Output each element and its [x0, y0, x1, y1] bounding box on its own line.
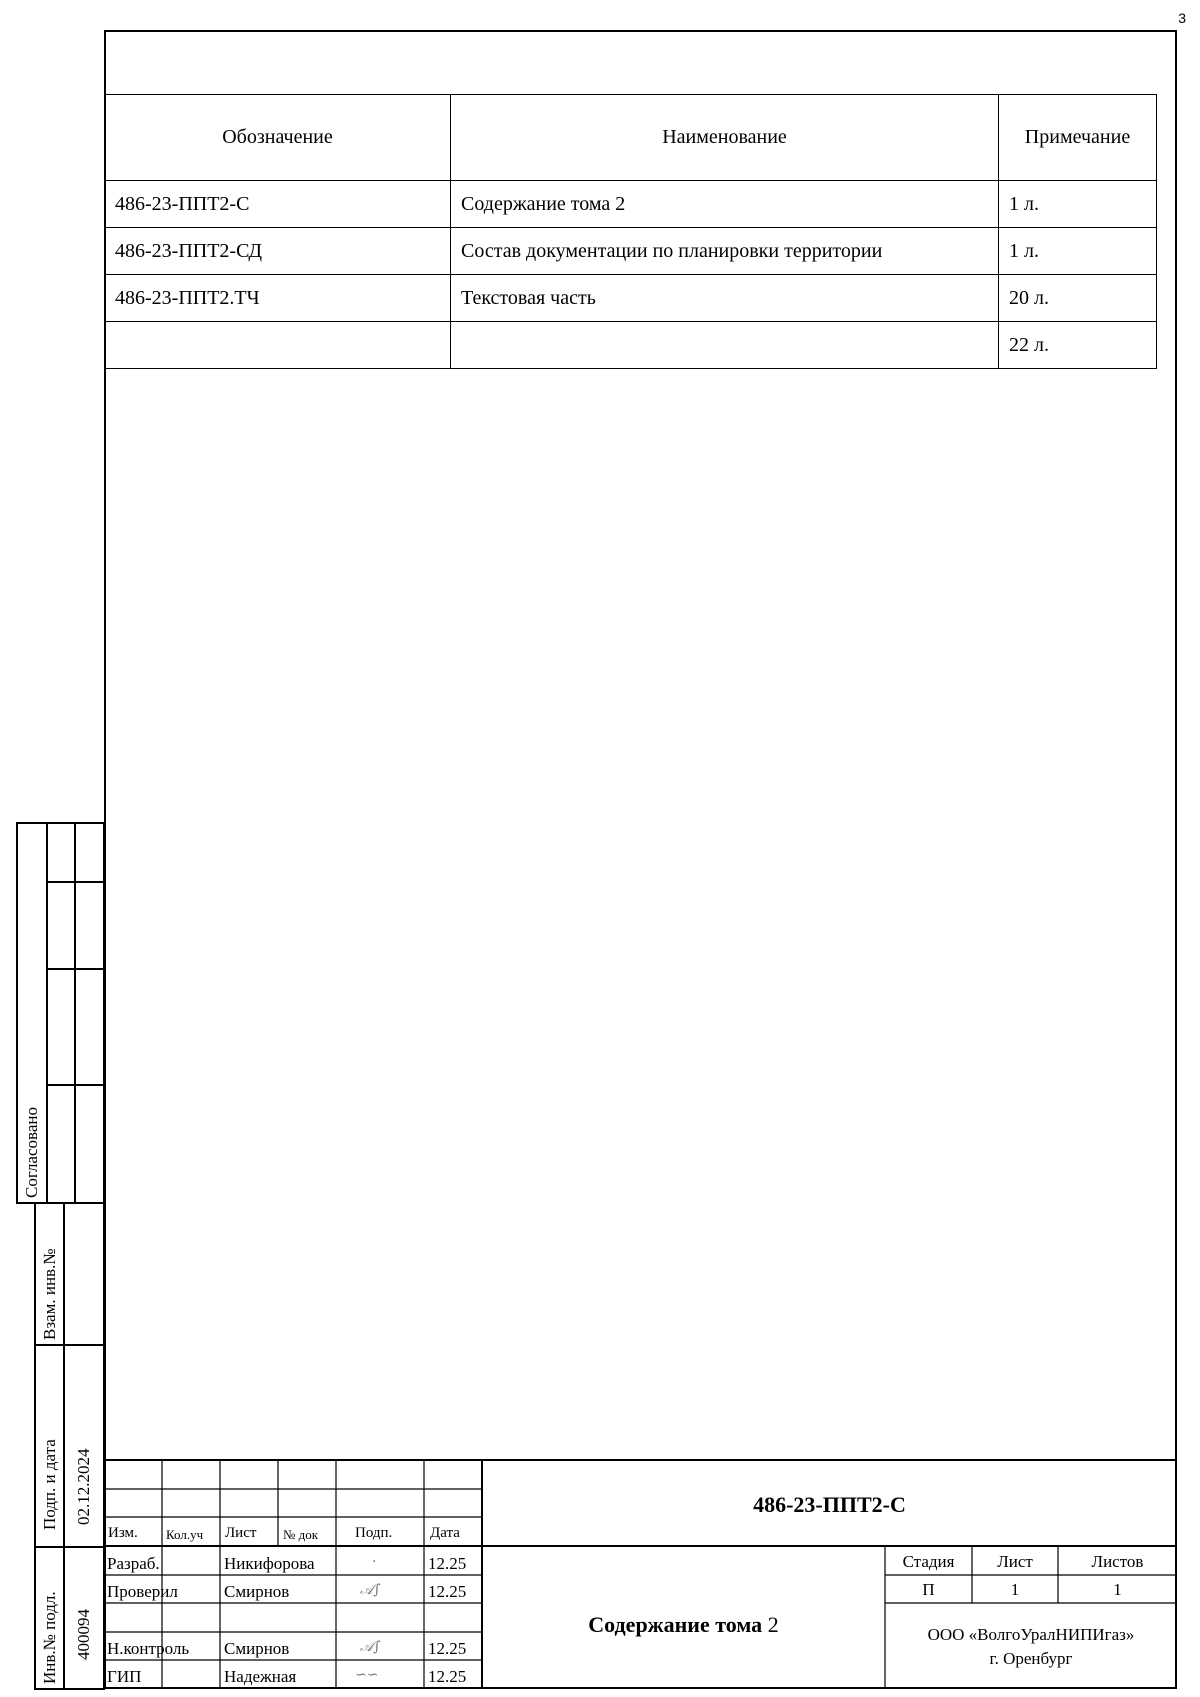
sheet-label: Лист [997, 1552, 1033, 1571]
doc-code: 486-23-ППТ2-С [753, 1492, 906, 1517]
stage-label: Стадия [902, 1552, 955, 1571]
role-chief-engineer: ГИП [107, 1667, 142, 1686]
stage-value: П [922, 1580, 935, 1599]
organisation-city: г. Оренбург [989, 1649, 1073, 1668]
page-number: 3 [1178, 10, 1186, 26]
header-name: Наименование [451, 95, 999, 181]
cell-name: Текстовая часть [451, 275, 999, 322]
sheets-label: Листов [1091, 1552, 1144, 1571]
date-developer: 12.25 [428, 1554, 467, 1573]
col-sign: Подп. [355, 1525, 393, 1541]
name-chief-engineer: Надежная [224, 1667, 297, 1686]
col-kol-uch: Кол.уч [166, 1527, 204, 1542]
role-checker: Проверил [107, 1582, 178, 1601]
date-norm-control: 12.25 [428, 1639, 467, 1658]
cell-name: Состав документации по планировки территории [451, 228, 999, 275]
sheet-title [482, 1614, 885, 1636]
date-chief-engineer: 12.25 [428, 1667, 467, 1686]
agreed-label: Согласовано [22, 1107, 41, 1198]
name-checker: Смирнов [224, 1582, 290, 1601]
inv-original-value: 400094 [74, 1609, 93, 1660]
cell-designation: 486-23-ППТ2-С [105, 181, 451, 228]
cell-name: Содержание тома 2 [451, 181, 999, 228]
cell-designation: 486-23-ППТ2-СД [105, 228, 451, 275]
signature-chief-engineer: ∽∽ [355, 1667, 379, 1683]
inv-original-label: Инв.№ подл. [40, 1591, 59, 1684]
header-note: Примечание [999, 95, 1157, 181]
sign-date-label: Подп. и дата [40, 1439, 59, 1530]
col-doc-no: № док [283, 1527, 319, 1542]
name-norm-control: Смирнов [224, 1639, 290, 1658]
cell-note: 1 л. [999, 181, 1157, 228]
col-izm: Изм. [108, 1525, 138, 1541]
cell-designation: 486-23-ППТ2.ТЧ [105, 275, 451, 322]
cell-note: 20 л. [999, 275, 1157, 322]
name-developer: Никифорова [224, 1554, 315, 1573]
sheet-value: 1 [1010, 1580, 1020, 1599]
role-norm-control: Н.контроль [107, 1639, 190, 1658]
role-developer: Разраб. [107, 1554, 160, 1573]
col-date: Дата [430, 1525, 460, 1541]
sheet-title-number: 2 [767, 1612, 779, 1637]
cell-note: 22 л. [999, 322, 1157, 369]
sheets-value: 1 [1113, 1580, 1122, 1599]
replaced-inv-label: Взам. инв.№ [40, 1248, 59, 1340]
date-checker: 12.25 [428, 1582, 467, 1601]
signature-checker: 𝒜∫ [360, 1582, 381, 1598]
col-list: Лист [225, 1525, 257, 1541]
signature-norm-control: 𝒜∫ [360, 1639, 381, 1655]
sign-date-value: 02.12.2024 [74, 1448, 93, 1525]
header-designation: Обозначение [105, 95, 451, 181]
sheet-title-bold: Содержание тома [588, 1612, 763, 1637]
organisation-name: ООО «ВолгоУралНИПИгаз» [927, 1625, 1135, 1644]
signature-developer: · [372, 1554, 377, 1570]
cell-note: 1 л. [999, 228, 1157, 275]
